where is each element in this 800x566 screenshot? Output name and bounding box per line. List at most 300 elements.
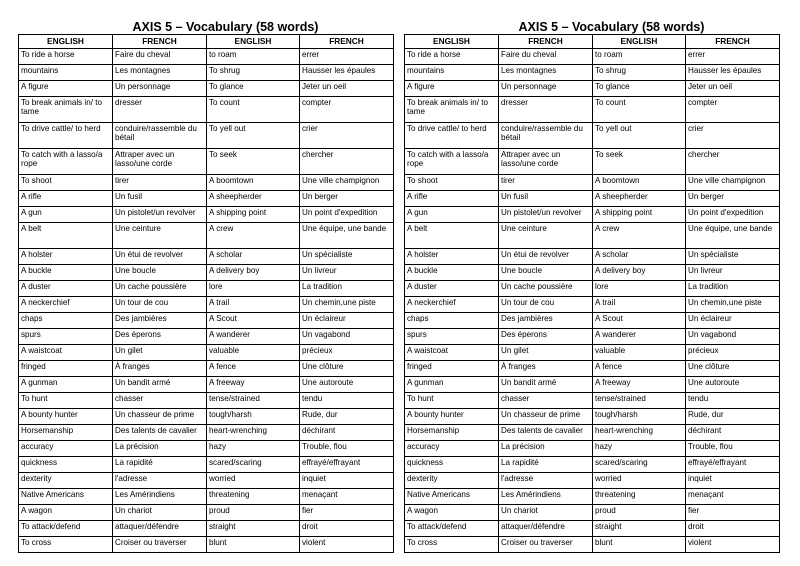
table-cell: A figure <box>19 81 113 97</box>
table-cell: Horsemanship <box>405 425 499 441</box>
table-row <box>19 505 394 521</box>
table-row <box>19 249 394 265</box>
table-row <box>405 537 780 553</box>
table-cell: A Scout <box>207 313 300 329</box>
table-cell: to roam <box>593 49 686 65</box>
table-cell: Un pistolet/un revolver <box>113 207 207 223</box>
table-cell: Un spécialiste <box>300 249 394 265</box>
table-cell: Des éperons <box>113 329 207 345</box>
table-cell: l'adresse <box>113 473 207 489</box>
vocab-body <box>405 49 780 553</box>
table-cell: scared/scaring <box>593 457 686 473</box>
panel-title: AXIS 5 – Vocabulary (58 words) <box>518 20 705 34</box>
table-cell: A trail <box>593 297 686 313</box>
table-row <box>19 441 394 457</box>
table-row <box>405 223 780 249</box>
table-cell: déchirant <box>686 425 780 441</box>
table-cell: mountains <box>19 65 113 81</box>
table-cell: Rude, dur <box>300 409 394 425</box>
table-cell: A scholar <box>593 249 686 265</box>
column-header: FRENCH <box>686 35 780 49</box>
table-cell: Un personnage <box>113 81 207 97</box>
table-cell: straight <box>207 521 300 537</box>
table-row <box>19 49 394 65</box>
table-cell: hazy <box>593 441 686 457</box>
table-cell: A wanderer <box>207 329 300 345</box>
table-cell: Un bandit armé <box>499 377 593 393</box>
table-row <box>19 265 394 281</box>
table-cell: Les montagnes <box>499 65 593 81</box>
table-cell: conduire/rassemble du bétail <box>499 123 593 149</box>
table-row <box>19 521 394 537</box>
table-cell: A bounty hunter <box>19 409 113 425</box>
table-cell: Une boucle <box>113 265 207 281</box>
table-cell: lore <box>593 281 686 297</box>
vocab-panel-right <box>404 20 779 553</box>
header-row <box>405 35 780 49</box>
table-cell: valuable <box>207 345 300 361</box>
table-cell: To yell out <box>593 123 686 149</box>
table-cell: chasser <box>113 393 207 409</box>
table-cell: To ride a horse <box>19 49 113 65</box>
vocab-table <box>404 34 780 553</box>
table-row <box>405 457 780 473</box>
table-row <box>405 123 780 149</box>
table-cell: Un éclaireur <box>300 313 394 329</box>
table-cell: La tradition <box>300 281 394 297</box>
table-cell: To break animals in/ to tame <box>19 97 113 123</box>
table-cell: A belt <box>405 223 499 249</box>
table-cell: dexterity <box>405 473 499 489</box>
table-cell: to roam <box>207 49 300 65</box>
table-cell: Horsemanship <box>19 425 113 441</box>
table-row <box>19 361 394 377</box>
table-cell: A bounty hunter <box>405 409 499 425</box>
table-cell: tough/harsh <box>207 409 300 425</box>
table-cell: errer <box>300 49 394 65</box>
table-cell: To break animals in/ to tame <box>405 97 499 123</box>
table-row <box>19 281 394 297</box>
table-cell: Un point d'expedition <box>300 207 394 223</box>
table-cell: errer <box>686 49 780 65</box>
table-cell: violent <box>300 537 394 553</box>
table-cell: A rifle <box>19 191 113 207</box>
table-row <box>405 81 780 97</box>
table-cell: crier <box>300 123 394 149</box>
table-cell: blunt <box>207 537 300 553</box>
table-cell: précieux <box>686 345 780 361</box>
column-header: FRENCH <box>300 35 394 49</box>
table-row <box>405 149 780 175</box>
table-row <box>19 313 394 329</box>
table-cell: Un gilet <box>113 345 207 361</box>
table-cell: A Scout <box>593 313 686 329</box>
table-cell: A sheepherder <box>593 191 686 207</box>
table-cell: Des jambières <box>113 313 207 329</box>
table-cell: A crew <box>593 223 686 249</box>
table-cell: Hausser les épaules <box>686 65 780 81</box>
table-cell: fringed <box>405 361 499 377</box>
table-cell: déchirant <box>300 425 394 441</box>
table-cell: To shoot <box>405 175 499 191</box>
table-cell: violent <box>686 537 780 553</box>
table-cell: quickness <box>405 457 499 473</box>
table-cell: Croiser ou traverser <box>499 537 593 553</box>
table-cell: Un éclaireur <box>686 313 780 329</box>
table-row <box>405 473 780 489</box>
table-row <box>19 457 394 473</box>
table-row <box>19 473 394 489</box>
table-cell: Des talents de cavalier <box>499 425 593 441</box>
table-cell: La tradition <box>686 281 780 297</box>
table-cell: Une ville champignon <box>300 175 394 191</box>
column-header: ENGLISH <box>19 35 113 49</box>
table-cell: effrayé/effrayant <box>686 457 780 473</box>
table-cell: A duster <box>19 281 113 297</box>
table-cell: Un fusil <box>113 191 207 207</box>
table-cell: A wagon <box>405 505 499 521</box>
table-cell: attaquer/défendre <box>499 521 593 537</box>
table-row <box>19 297 394 313</box>
table-cell: Une ville champignon <box>686 175 780 191</box>
table-cell: Des éperons <box>499 329 593 345</box>
table-cell: A fence <box>207 361 300 377</box>
table-cell: To seek <box>593 149 686 175</box>
table-cell: A shipping point <box>207 207 300 223</box>
table-row <box>405 297 780 313</box>
table-cell: tirer <box>113 175 207 191</box>
table-row <box>405 281 780 297</box>
table-row <box>405 345 780 361</box>
vocab-table <box>18 34 394 553</box>
table-cell: Croiser ou traverser <box>113 537 207 553</box>
table-cell: conduire/rassemble du bétail <box>113 123 207 149</box>
table-row <box>19 393 394 409</box>
table-cell: l'adresse <box>499 473 593 489</box>
table-cell: Un tour de cou <box>499 297 593 313</box>
table-cell: A neckerchief <box>405 297 499 313</box>
table-cell: effrayé/effrayant <box>300 457 394 473</box>
table-row <box>405 377 780 393</box>
table-row <box>405 409 780 425</box>
column-header: ENGLISH <box>593 35 686 49</box>
table-cell: A delivery boy <box>593 265 686 281</box>
table-cell: A sheepherder <box>207 191 300 207</box>
table-cell: Un berger <box>300 191 394 207</box>
table-cell: lore <box>207 281 300 297</box>
table-row <box>405 97 780 123</box>
table-cell: accuracy <box>405 441 499 457</box>
table-row <box>19 377 394 393</box>
table-cell: compter <box>686 97 780 123</box>
table-cell: Une équipe, une bande <box>686 223 780 249</box>
table-cell: A gunman <box>405 377 499 393</box>
table-row <box>405 65 780 81</box>
table-cell: A waistcoat <box>405 345 499 361</box>
table-cell: valuable <box>593 345 686 361</box>
table-row <box>405 207 780 223</box>
table-cell: To catch with a lasso/a rope <box>19 149 113 175</box>
table-cell: tendu <box>300 393 394 409</box>
table-row <box>19 81 394 97</box>
table-cell: Un chariot <box>499 505 593 521</box>
table-cell: inquiet <box>686 473 780 489</box>
table-cell: Jeter un oeil <box>300 81 394 97</box>
table-cell: Des talents de cavalier <box>113 425 207 441</box>
table-cell: A buckle <box>19 265 113 281</box>
table-cell: A neckerchief <box>19 297 113 313</box>
table-cell: chaps <box>405 313 499 329</box>
table-cell: A freeway <box>593 377 686 393</box>
table-cell: A freeway <box>207 377 300 393</box>
table-cell: Native Americans <box>19 489 113 505</box>
table-cell: To cross <box>405 537 499 553</box>
table-cell: To count <box>207 97 300 123</box>
table-row <box>19 329 394 345</box>
table-row <box>19 537 394 553</box>
table-cell: dexterity <box>19 473 113 489</box>
table-cell: Rude, dur <box>686 409 780 425</box>
table-row <box>19 149 394 175</box>
table-cell: Faire du cheval <box>499 49 593 65</box>
table-cell: Un personnage <box>499 81 593 97</box>
table-cell: Les Amérindiens <box>499 489 593 505</box>
table-cell: To catch with a lasso/a rope <box>405 149 499 175</box>
table-row <box>19 207 394 223</box>
table-row <box>405 313 780 329</box>
table-cell: To glance <box>207 81 300 97</box>
vocab-panel-left <box>18 20 393 553</box>
table-cell: A waistcoat <box>19 345 113 361</box>
table-cell: A figure <box>405 81 499 97</box>
table-cell: A holster <box>19 249 113 265</box>
table-cell: tense/strained <box>207 393 300 409</box>
table-cell: précieux <box>300 345 394 361</box>
table-cell: Un vagabond <box>300 329 394 345</box>
table-cell: Un cache poussière <box>113 281 207 297</box>
table-cell: Un livreur <box>686 265 780 281</box>
table-row <box>19 425 394 441</box>
table-cell: Une boucle <box>499 265 593 281</box>
table-cell: mountains <box>405 65 499 81</box>
table-cell: La rapidité <box>499 457 593 473</box>
table-cell: Une ceinture <box>113 223 207 249</box>
table-cell: Une ceinture <box>499 223 593 249</box>
table-cell: A duster <box>405 281 499 297</box>
table-cell: blunt <box>593 537 686 553</box>
table-cell: To seek <box>207 149 300 175</box>
table-cell: To drive cattle/ to herd <box>405 123 499 149</box>
table-cell: Une clôture <box>686 361 780 377</box>
table-cell: To glance <box>593 81 686 97</box>
table-row <box>405 249 780 265</box>
table-cell: scared/scaring <box>207 457 300 473</box>
header-row <box>19 35 394 49</box>
table-cell: hazy <box>207 441 300 457</box>
table-cell: Attraper avec un lasso/une corde <box>499 149 593 175</box>
column-header: ENGLISH <box>405 35 499 49</box>
table-cell: La précision <box>499 441 593 457</box>
table-cell: A holster <box>405 249 499 265</box>
column-header: ENGLISH <box>207 35 300 49</box>
table-cell: Attraper avec un lasso/une corde <box>113 149 207 175</box>
table-cell: To attack/defend <box>405 521 499 537</box>
table-cell: proud <box>593 505 686 521</box>
table-cell: spurs <box>19 329 113 345</box>
table-cell: Un chasseur de prime <box>113 409 207 425</box>
table-cell: La précision <box>113 441 207 457</box>
table-cell: tendu <box>686 393 780 409</box>
table-cell: dresser <box>113 97 207 123</box>
table-row <box>19 175 394 191</box>
table-cell: Une clôture <box>300 361 394 377</box>
table-cell: To shrug <box>593 65 686 81</box>
table-cell: To attack/defend <box>19 521 113 537</box>
table-cell: accuracy <box>19 441 113 457</box>
table-cell: Trouble, flou <box>300 441 394 457</box>
table-cell: Hausser les épaules <box>300 65 394 81</box>
table-cell: Un berger <box>686 191 780 207</box>
table-cell: Un cache poussière <box>499 281 593 297</box>
table-cell: A boomtown <box>593 175 686 191</box>
table-cell: tense/strained <box>593 393 686 409</box>
table-cell: fringed <box>19 361 113 377</box>
table-cell: tough/harsh <box>593 409 686 425</box>
table-cell: Un chemin,une piste <box>300 297 394 313</box>
table-cell: Un point d'expedition <box>686 207 780 223</box>
table-cell: A crew <box>207 223 300 249</box>
table-cell: To count <box>593 97 686 123</box>
table-cell: Un chariot <box>113 505 207 521</box>
table-cell: fier <box>300 505 394 521</box>
table-row <box>405 521 780 537</box>
table-cell: À franges <box>113 361 207 377</box>
table-cell: Native Americans <box>405 489 499 505</box>
table-cell: A gun <box>19 207 113 223</box>
table-cell: spurs <box>405 329 499 345</box>
column-header: FRENCH <box>113 35 207 49</box>
table-cell: Un livreur <box>300 265 394 281</box>
table-row <box>405 425 780 441</box>
table-cell: A delivery boy <box>207 265 300 281</box>
table-cell: proud <box>207 505 300 521</box>
table-cell: Faire du cheval <box>113 49 207 65</box>
table-row <box>405 505 780 521</box>
table-cell: A gunman <box>19 377 113 393</box>
table-cell: dresser <box>499 97 593 123</box>
table-cell: Un bandit armé <box>113 377 207 393</box>
table-cell: A wagon <box>19 505 113 521</box>
table-cell: Un pistolet/un revolver <box>499 207 593 223</box>
panel-title: AXIS 5 – Vocabulary (58 words) <box>132 20 319 34</box>
table-cell: Un gilet <box>499 345 593 361</box>
table-cell: To hunt <box>405 393 499 409</box>
table-cell: threatening <box>593 489 686 505</box>
table-row <box>405 265 780 281</box>
table-cell: La rapidité <box>113 457 207 473</box>
table-cell: threatening <box>207 489 300 505</box>
column-header: FRENCH <box>499 35 593 49</box>
table-cell: To ride a horse <box>405 49 499 65</box>
table-cell: To drive cattle/ to herd <box>19 123 113 149</box>
table-cell: Jeter un oeil <box>686 81 780 97</box>
table-cell: Un tour de cou <box>113 297 207 313</box>
vocab-body <box>19 49 394 553</box>
table-cell: Des jambières <box>499 313 593 329</box>
table-cell: menaçant <box>300 489 394 505</box>
table-row <box>19 489 394 505</box>
table-cell: crier <box>686 123 780 149</box>
table-cell: Un étui de revolver <box>113 249 207 265</box>
table-cell: To hunt <box>19 393 113 409</box>
table-cell: To shrug <box>207 65 300 81</box>
table-cell: Un chemin,une piste <box>686 297 780 313</box>
table-row <box>19 97 394 123</box>
table-cell: attaquer/défendre <box>113 521 207 537</box>
table-row <box>405 393 780 409</box>
table-cell: worried <box>207 473 300 489</box>
table-cell: Trouble, flou <box>686 441 780 457</box>
table-cell: Un spécialiste <box>686 249 780 265</box>
table-cell: A shipping point <box>593 207 686 223</box>
table-cell: Un fusil <box>499 191 593 207</box>
table-cell: chasser <box>499 393 593 409</box>
table-row <box>405 175 780 191</box>
table-cell: Une autoroute <box>300 377 394 393</box>
table-cell: droit <box>300 521 394 537</box>
table-cell: Les montagnes <box>113 65 207 81</box>
table-cell: A trail <box>207 297 300 313</box>
table-cell: quickness <box>19 457 113 473</box>
table-row <box>405 489 780 505</box>
table-cell: A wanderer <box>593 329 686 345</box>
table-cell: fier <box>686 505 780 521</box>
table-cell: tirer <box>499 175 593 191</box>
table-cell: chaps <box>19 313 113 329</box>
table-row <box>19 123 394 149</box>
table-row <box>19 345 394 361</box>
table-cell: A scholar <box>207 249 300 265</box>
table-row <box>19 65 394 81</box>
table-cell: Un étui de revolver <box>499 249 593 265</box>
table-cell: Un chasseur de prime <box>499 409 593 425</box>
table-cell: chercher <box>300 149 394 175</box>
table-row <box>19 191 394 207</box>
table-cell: A fence <box>593 361 686 377</box>
table-row <box>405 329 780 345</box>
table-row <box>405 191 780 207</box>
table-cell: Une équipe, une bande <box>300 223 394 249</box>
table-cell: À franges <box>499 361 593 377</box>
table-cell: A gun <box>405 207 499 223</box>
table-row <box>19 409 394 425</box>
table-cell: To cross <box>19 537 113 553</box>
table-cell: To yell out <box>207 123 300 149</box>
table-cell: A boomtown <box>207 175 300 191</box>
table-cell: inquiet <box>300 473 394 489</box>
table-cell: A buckle <box>405 265 499 281</box>
table-row <box>405 49 780 65</box>
table-cell: straight <box>593 521 686 537</box>
table-cell: To shoot <box>19 175 113 191</box>
table-row <box>405 361 780 377</box>
table-cell: droit <box>686 521 780 537</box>
table-cell: A rifle <box>405 191 499 207</box>
table-cell: Un vagabond <box>686 329 780 345</box>
table-cell: menaçant <box>686 489 780 505</box>
table-cell: worried <box>593 473 686 489</box>
table-row <box>19 223 394 249</box>
